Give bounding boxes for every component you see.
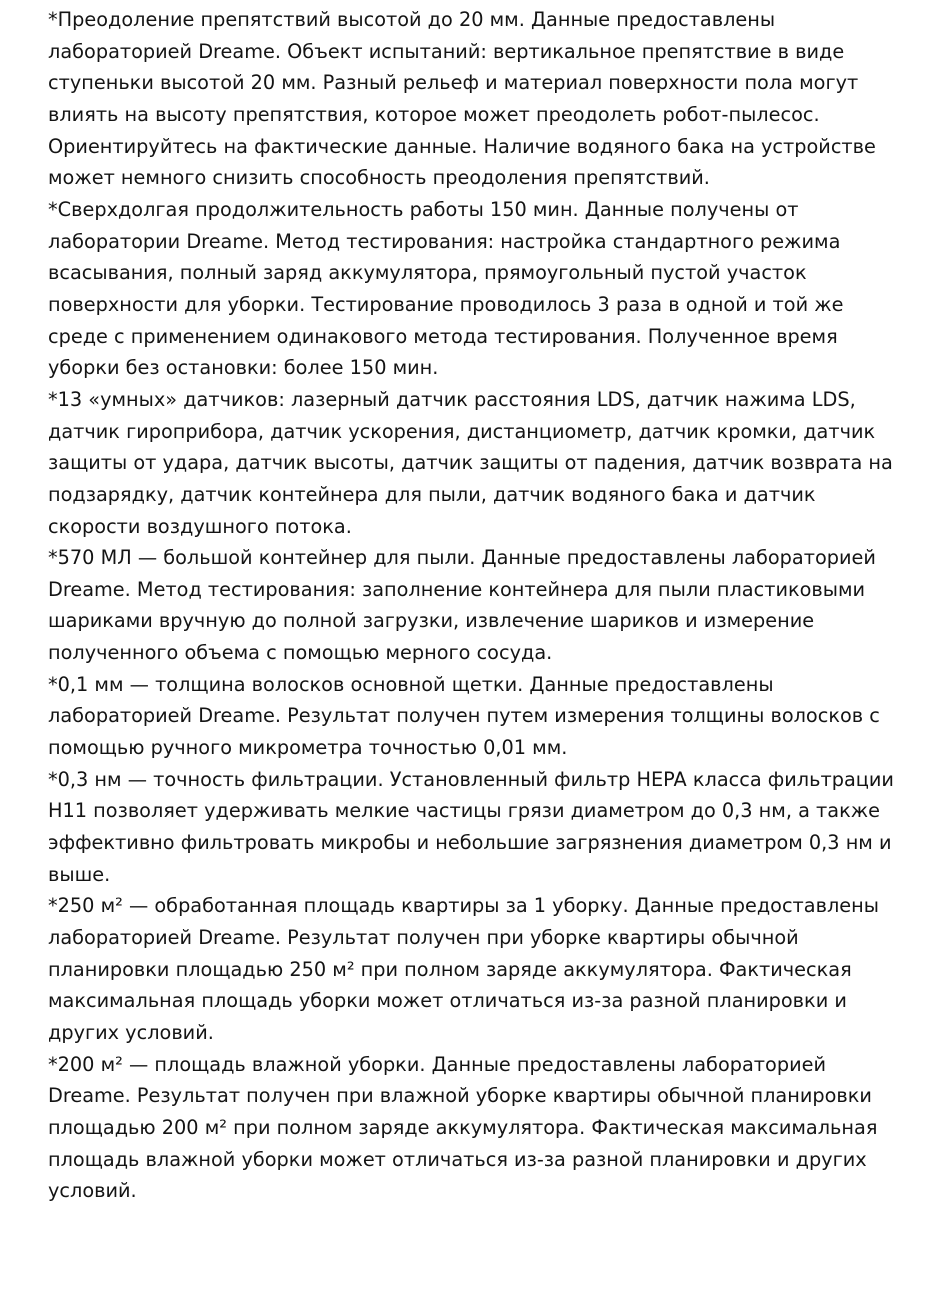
footnote-wet-cleaning-area: *200 м² — площадь влажной уборки. Данные предоставлены лабораторией Dreame. Результат получен при влажной уборке квартиры обычной планировки площадью 200 м² при полном заряде аккумулятора. Фактическая максимальная площадь влажной уборки может отличаться из-за разной планировки и других условий. (48, 1052, 878, 1203)
footnote-cleaning-area: *250 м² — обработанная площадь квартиры за 1 уборку. Данные предоставлены лабораторией Dreame. Результат получен при уборке квартиры обычной планировки площадью 250 м² при полном заряде аккумулятора. Фактическая максимальная площадь уборки может отличаться из-за разной планировки и других условий. (48, 894, 879, 1044)
footnote-dust-container: *570 МЛ — большой контейнер для пыли. Данные предоставлены лабораторией Dreame. Метод тестирования: заполнение контейнера для пыли пластиковыми шариками вручную до полной загрузки, извлечение шариков и измерение полученного объема с помощью мерного сосуда. (48, 546, 876, 665)
footnote-filtration: *0,3 нм — точность фильтрации. Установленный фильтр HEPA класса фильтрации H11 позволяет удерживать мелкие частицы грязи диаметром до 0,3 нм, а также эффективно фильтровать микробы и небольшие загрязнения диаметром 0,3 нм и выше. (48, 767, 894, 886)
footnote-battery-runtime: *Сверхдолгая продолжительность работы 150 мин. Данные получены от лаборатории Dreame. Метод тестирования: настройка стандартного режима всасывания, полный заряд аккумулятора, прямоугольный пустой участок поверхности для уборки. Тестирование проводилось 3 раза в одной и той же среде с применением одинакового метода тестирования. Полученное время уборки без остановки: более 150 мин. (48, 197, 844, 380)
footnote-obstacle-height: *Преодоление препятствий высотой до 20 мм. Данные предоставлены лабораторией Dreame. Объект испытаний: вертикальное препятствие в виде ступеньки высотой 20 мм. Разный рельеф и материал поверхности пола могут влиять на высоту препятствия, которое может преодолеть робот-пылесос. Ориентируйтесь на фактические данные. Наличие водяного бака на устройстве может немного снизить способность преодоления препятствий. (48, 8, 876, 190)
footnotes-document (48, 4, 908, 1207)
footnote-brush-bristles: *0,1 мм — толщина волосков основной щетки. Данные предоставлены лабораторией Dreame. Результат получен путем измерения толщины волосков с помощью ручного микрометра точностью 0,01 мм. (48, 672, 880, 760)
footnote-smart-sensors: *13 «умных» датчиков: лазерный датчик расстояния LDS, датчик нажима LDS, датчик гироприбора, датчик ускорения, дистанциометр, датчик кромки, датчик защиты от удара, датчик высоты, датчик защиты от падения, датчик возврата на подзарядку, датчик контейнера для пыли, датчик водяного бака и датчик скорости воздушного потока. (48, 387, 893, 538)
